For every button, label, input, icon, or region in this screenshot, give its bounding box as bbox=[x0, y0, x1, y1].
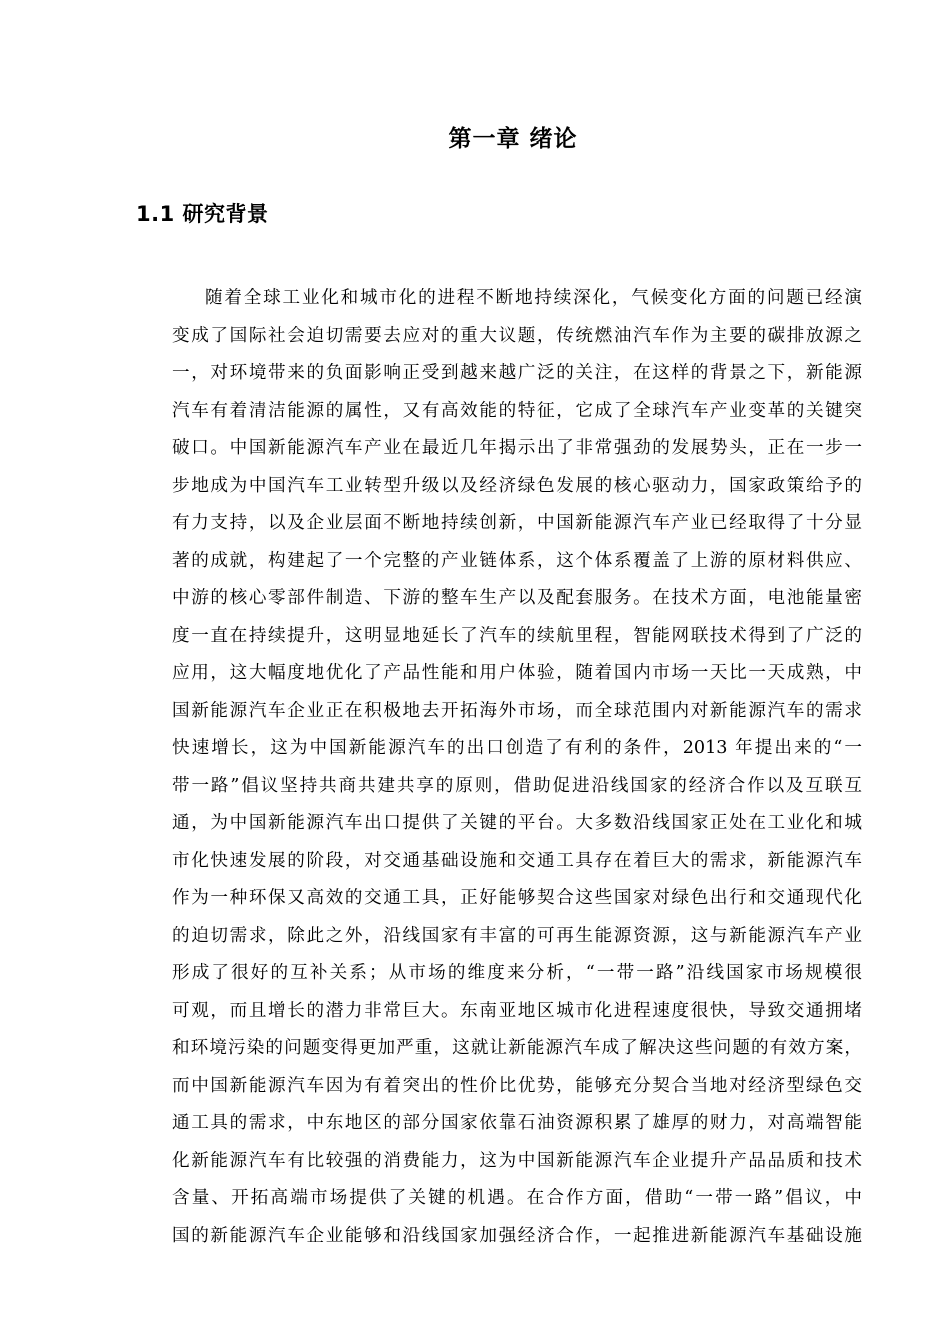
chapter-title: 第一章 绪论 bbox=[448, 126, 578, 152]
paragraph-line: 中游的核心零部件制造、下游的整车生产以及配套服务。在技术方面，电池能量密 bbox=[172, 588, 862, 608]
paragraph-line: 变成了国际社会迫切需要去应对的重大议题，传统燃油汽车作为主要的碳排放源之 bbox=[172, 325, 862, 346]
section-title: 1.1 研究背景 bbox=[136, 202, 269, 226]
paragraph-line: 通，为中国新能源汽车出口提供了关键的平台。大多数沿线国家正处在工业化和城 bbox=[172, 813, 862, 833]
paragraph-line: 含量、开拓高端市场提供了关键的机遇。在合作方面，借助“一带一路”倡议，中 bbox=[172, 1188, 862, 1208]
paragraph-line: 破口。中国新能源汽车产业在最近几年揭示出了非常强劲的发展势头，正在一步一 bbox=[172, 438, 862, 458]
paragraph-line: 随着全球工业化和城市化的进程不断地持续深化，气候变化方面的问题已经演 bbox=[205, 288, 862, 308]
paragraph-line: 有力支持，以及企业层面不断地持续创新，中国新能源汽车产业已经取得了十分显 bbox=[172, 513, 862, 533]
paragraph-line: 形成了很好的互补关系；从市场的维度来分析，“一带一路”沿线国家市场规模很 bbox=[172, 963, 862, 983]
paragraph-line: 市化快速发展的阶段，对交通基础设施和交通工具存在着巨大的需求，新能源汽车 bbox=[172, 850, 862, 871]
paragraph-line: 应用，这大幅度地优化了产品性能和用户体验，随着国内市场一天比一天成熟，中 bbox=[172, 663, 862, 683]
paragraph-line: 化新能源汽车有比较强的消费能力，这为中国新能源汽车企业提升产品品质和技术 bbox=[172, 1150, 862, 1171]
paragraph-line: 一，对环境带来的负面影响正受到越来越广泛的关注，在这样的背景之下，新能源 bbox=[172, 363, 862, 383]
paragraph-line: 作为一种环保又高效的交通工具，正好能够契合这些国家对绿色出行和交通现代化 bbox=[172, 888, 862, 908]
paragraph-line: 度一直在持续提升，这明显地延长了汽车的续航里程，智能网联技术得到了广泛的 bbox=[172, 625, 862, 646]
paragraph-line: 著的成就，构建起了一个完整的产业链体系，这个体系覆盖了上游的原材料供应、 bbox=[172, 550, 862, 571]
body-paragraph bbox=[172, 280, 862, 1255]
paragraph-line: 步地成为中国汽车工业转型升级以及经济绿色发展的核心驱动力，国家政策给予的 bbox=[172, 475, 862, 496]
paragraph-line: 国的新能源汽车企业能够和沿线国家加强经济合作，一起推进新能源汽车基础设施 bbox=[172, 1225, 862, 1246]
paragraph-line: 汽车有着清洁能源的属性，又有高效能的特征，它成了全球汽车产业变革的关键突 bbox=[172, 400, 862, 421]
paragraph-line: 通工具的需求，中东地区的部分国家依靠石油资源积累了雄厚的财力，对高端智能 bbox=[172, 1113, 862, 1133]
paragraph-line: 可观，而且增长的潜力非常巨大。东南亚地区城市化进程速度很快，导致交通拥堵 bbox=[172, 1000, 862, 1021]
paragraph-line: 快速增长，这为中国新能源汽车的出口创造了有利的条件，2013 年提出来的“一 bbox=[172, 738, 862, 758]
paragraph-line: 而中国新能源汽车因为有着突出的性价比优势，能够充分契合当地对经济型绿色交 bbox=[172, 1075, 862, 1096]
paragraph-line: 和环境污染的问题变得更加严重，这就让新能源汽车成了解决这些问题的有效方案， bbox=[172, 1038, 862, 1058]
paragraph-line: 的迫切需求，除此之外，沿线国家有丰富的可再生能源资源，这与新能源汽车产业 bbox=[172, 925, 862, 946]
paragraph-line: 国新能源汽车企业正在积极地去开拓海外市场，而全球范围内对新能源汽车的需求 bbox=[172, 700, 862, 721]
paragraph-line: 带一路”倡议坚持共商共建共享的原则，借助促进沿线国家的经济合作以及互联互 bbox=[172, 775, 862, 796]
